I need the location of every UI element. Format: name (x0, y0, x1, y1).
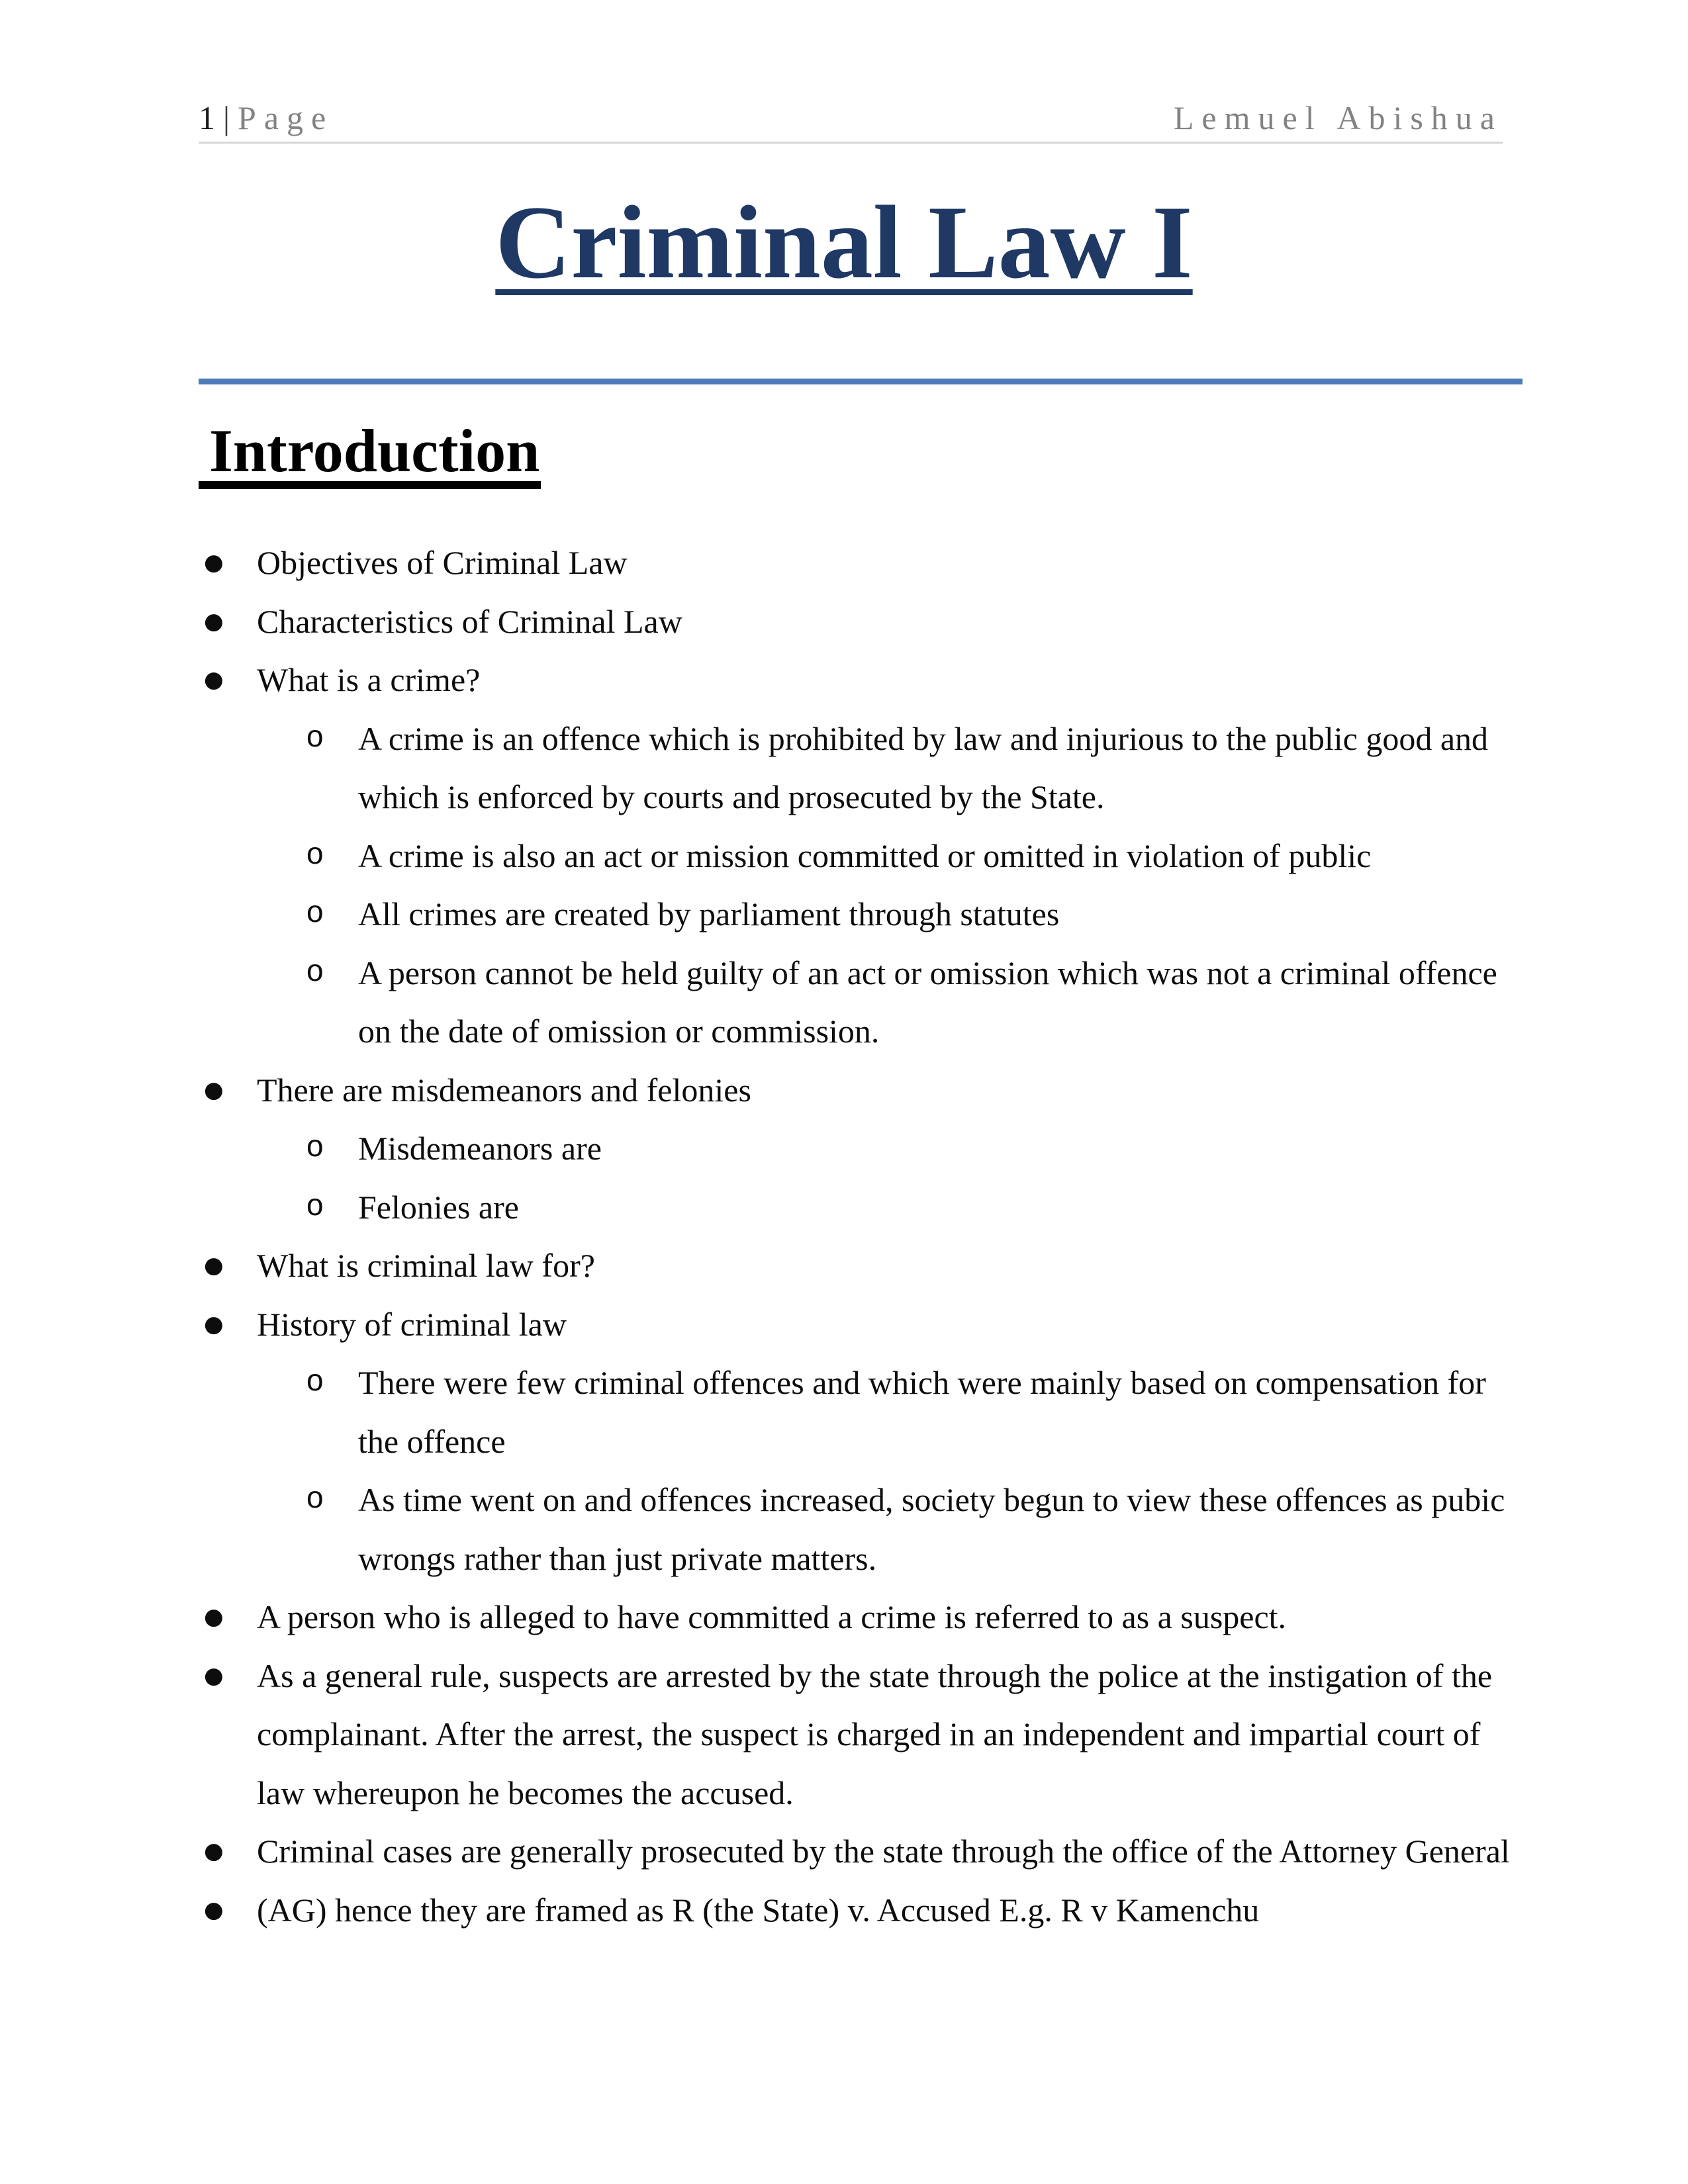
list-item (199, 592, 1526, 651)
list-item-text: A crime is an offence which is prohibited by law and injurious to the public good and which is enforced by courts and prosecuted by the State. (358, 719, 1489, 815)
page-word: Page (238, 99, 334, 136)
section-heading-text: Introduction (199, 423, 541, 489)
list-item (199, 885, 1526, 944)
header-separator: | (223, 99, 238, 136)
list-item-text: History of criminal law (257, 1305, 567, 1343)
bullet-disc-icon: ● (204, 666, 224, 693)
list-item-text: Objectives of Criminal Law (257, 544, 628, 581)
bullet-disc-icon: ● (204, 1896, 224, 1923)
list-item-text: What is criminal law for? (257, 1247, 595, 1284)
page-number-label (199, 99, 334, 136)
bullet-circle-icon: o (306, 955, 324, 990)
bullet-disc-icon: ● (204, 1604, 224, 1630)
bullet-disc-icon: ● (204, 1662, 224, 1689)
bullet-circle-icon: o (306, 838, 324, 873)
list-item-text: As time went on and offences increased, society begun to view these offences as pubic wrongs rather than just private matters. (358, 1481, 1505, 1577)
bullet-disc-icon: ● (204, 1310, 224, 1338)
document-title (199, 185, 1489, 300)
list-item-text: Criminal cases are generally prosecuted by the state through the office of the Attorney General (257, 1833, 1510, 1870)
bullet-circle-icon: o (306, 1189, 324, 1224)
list-item-text: Misdemeanors are (358, 1130, 602, 1167)
bullet-circle-icon: o (306, 721, 324, 756)
document-title-text: Criminal Law I (495, 185, 1193, 300)
list-item-text: (AG) hence they are framed as R (the State) v. Accused E.g. R v Kamenchu (257, 1891, 1260, 1929)
list-item-text: Felonies are (358, 1188, 519, 1226)
bullet-disc-icon: ● (204, 1076, 224, 1103)
list-item (199, 1236, 1526, 1295)
list-item (199, 1471, 1526, 1588)
list-item (199, 1588, 1526, 1647)
list-item-text: A person who is alleged to have committed a crime is referred to as a suspect. (257, 1598, 1287, 1635)
list-item (199, 709, 1526, 827)
list-item (199, 1647, 1526, 1823)
bullet-circle-icon: o (306, 1131, 324, 1165)
bullet-disc-icon: ● (204, 549, 224, 576)
bullet-disc-icon: ● (204, 608, 224, 635)
list-item (199, 944, 1526, 1061)
bullet-circle-icon: o (306, 897, 324, 931)
section-heading (199, 417, 541, 489)
list-item (199, 1822, 1526, 1881)
list-item (199, 533, 1526, 592)
list-item (199, 827, 1526, 886)
list-item-text: All crimes are created by parliament through statutes (358, 895, 1060, 933)
list-item (199, 1061, 1526, 1120)
list-item-text: A crime is also an act or mission committed or omitted in violation of public (358, 837, 1372, 874)
list-item-text: Characteristics of Criminal Law (257, 602, 682, 640)
bullet-disc-icon: ● (204, 1838, 224, 1864)
list-item (199, 1178, 1526, 1237)
list-item (199, 1881, 1526, 1940)
bullet-circle-icon: o (306, 1482, 324, 1517)
bullet-disc-icon: ● (204, 1252, 224, 1279)
list-item-text: A person cannot be held guilty of an act or omission which was not a criminal offence on the date of omission or commission. (358, 954, 1497, 1050)
page-number: 1 (199, 99, 223, 136)
author-name: Lemuel Abishua (1173, 99, 1503, 136)
bullet-list (199, 533, 1526, 1939)
bullet-circle-icon: o (306, 1365, 324, 1400)
title-divider-rule (199, 379, 1523, 385)
page-header (199, 99, 1503, 144)
list-item-text: What is a crime? (257, 661, 481, 698)
list-item (199, 651, 1526, 709)
list-item-text: There were few criminal offences and which were mainly based on compensation for the offence (358, 1364, 1486, 1460)
list-item (199, 1353, 1526, 1471)
list-item-text: There are misdemeanors and felonies (257, 1071, 751, 1109)
list-item-text: As a general rule, suspects are arrested by the state through the police at the instigation of the complainant. After the arrest, the suspect is charged in an independent and impartial court of law whereupon he becomes the accused. (257, 1657, 1493, 1811)
list-item (199, 1119, 1526, 1178)
list-item (199, 1295, 1526, 1354)
